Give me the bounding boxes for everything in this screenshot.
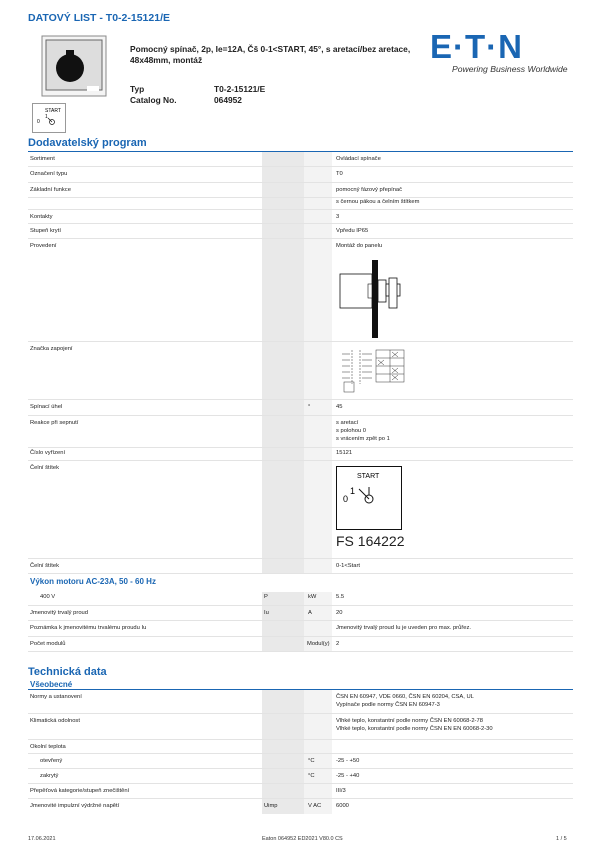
logo-word: E·T·N xyxy=(430,28,523,65)
page-title: DATOVÝ LIST - T0-2-15121/E xyxy=(28,12,170,24)
table-row: Stupeň krytí Vpředu IP65 xyxy=(28,224,573,239)
table-row: Okolní teplota xyxy=(28,740,573,754)
section-supplier: Dodavatelský program xyxy=(28,137,147,149)
small-symbol-one: 1 xyxy=(45,114,48,120)
table-row: Číslo vyřízení 15121 xyxy=(28,448,573,461)
product-photo xyxy=(40,32,108,98)
technical-table xyxy=(28,690,573,814)
table-row: Sortiment Ovládací spínače xyxy=(28,152,573,167)
front-plate-code: FS 164222 xyxy=(336,533,405,549)
table-row: Provedení Montáž do panelu xyxy=(28,239,573,342)
section-technical: Technická data xyxy=(28,666,107,678)
table-row: Základní funkce pomocný fázový přepínač xyxy=(28,183,573,198)
table-row: Počet modulů Modul(y) 2 xyxy=(28,637,573,652)
footer-date: 17.06.2021 xyxy=(28,836,56,842)
table-row: Jmenovitý trvalý proud Iu A 20 xyxy=(28,606,573,621)
table-row: Čelní štítek 0-1<Start xyxy=(28,559,573,574)
footer-center: Eaton 064952 ED2021 V80.0 CS xyxy=(262,836,343,842)
table-row: Klimatická odolnost Vlhké teplo, konstantní podle normy ČSN EN 60068-2-78 Vlhké teplo, konstantní podle normy ČSN EN EN 60068-2-30 xyxy=(28,714,573,740)
small-symbol-zero: 0 xyxy=(37,119,40,125)
table-row: Normy a ustanovení ČSN EN 60947, VDE 0660, ČSN EN 60204, CSA, UL Vypínače podle normy ČSN EN 60947-3 xyxy=(28,690,573,714)
type-block xyxy=(130,84,330,106)
table-row: Spínací úhel ° 45 xyxy=(28,400,573,416)
section-motor: Výkon motoru AC-23A, 50 - 60 Hz xyxy=(30,577,156,586)
table-row: 400 V P kW 5.5 xyxy=(28,590,573,606)
table-row: Kontakty 3 xyxy=(28,210,573,224)
table-row: Reakce při sepnutí s aretací s polohou 0 s vrácením zpět po 1 xyxy=(28,416,573,448)
catalog-value: 064952 xyxy=(214,95,242,105)
front-plate-drawing xyxy=(336,466,402,530)
type-value: T0-2-15121/E xyxy=(214,84,266,94)
footer-page: 1 / 5 xyxy=(556,836,567,842)
logo-tagline: Powering Business Worldwide xyxy=(452,64,568,74)
wiring-diagram xyxy=(338,344,408,396)
small-symbol-start: START xyxy=(45,108,61,114)
table-row: Značka zapojení xyxy=(28,342,573,400)
table-row: Přepěťová kategorie/stupeň znečištění III/3 xyxy=(28,784,573,799)
section-general: Všeobecné xyxy=(30,680,73,689)
table-row: otevřený °C -25 - +50 xyxy=(28,754,573,769)
catalog-label: Catalog No. xyxy=(130,95,177,105)
table-row: zakrytý °C -25 - +40 xyxy=(28,769,573,784)
type-label: Typ xyxy=(130,84,145,94)
front-plate-start: START xyxy=(357,473,380,480)
product-description: Pomocný spínač, 2p, Ie=12A, Čš 0-1<START, 45°, s aretací/bez aretace, 48x48mm, montáž xyxy=(130,44,411,65)
front-plate-one: 1 xyxy=(350,486,356,496)
table-row: Označení typu T0 xyxy=(28,167,573,183)
table-row: s černou pákou a čelním štítkem xyxy=(28,198,573,210)
table-row: Čelní štítek START 1 0 FS 164222 xyxy=(28,461,573,559)
eaton-logo xyxy=(430,30,575,74)
small-switch-symbol xyxy=(32,103,66,133)
front-plate-zero: 0 xyxy=(343,494,349,504)
mounting-drawing xyxy=(336,256,408,338)
table-row: Poznámka k jmenovitému trvalému proudu Iu Jmenovitý trvalý proud Iu je uveden pro max. průřez. xyxy=(28,621,573,637)
table-row: Jmenovité impulzní výdržné napětí Uimp V AC 6000 xyxy=(30,803,349,809)
